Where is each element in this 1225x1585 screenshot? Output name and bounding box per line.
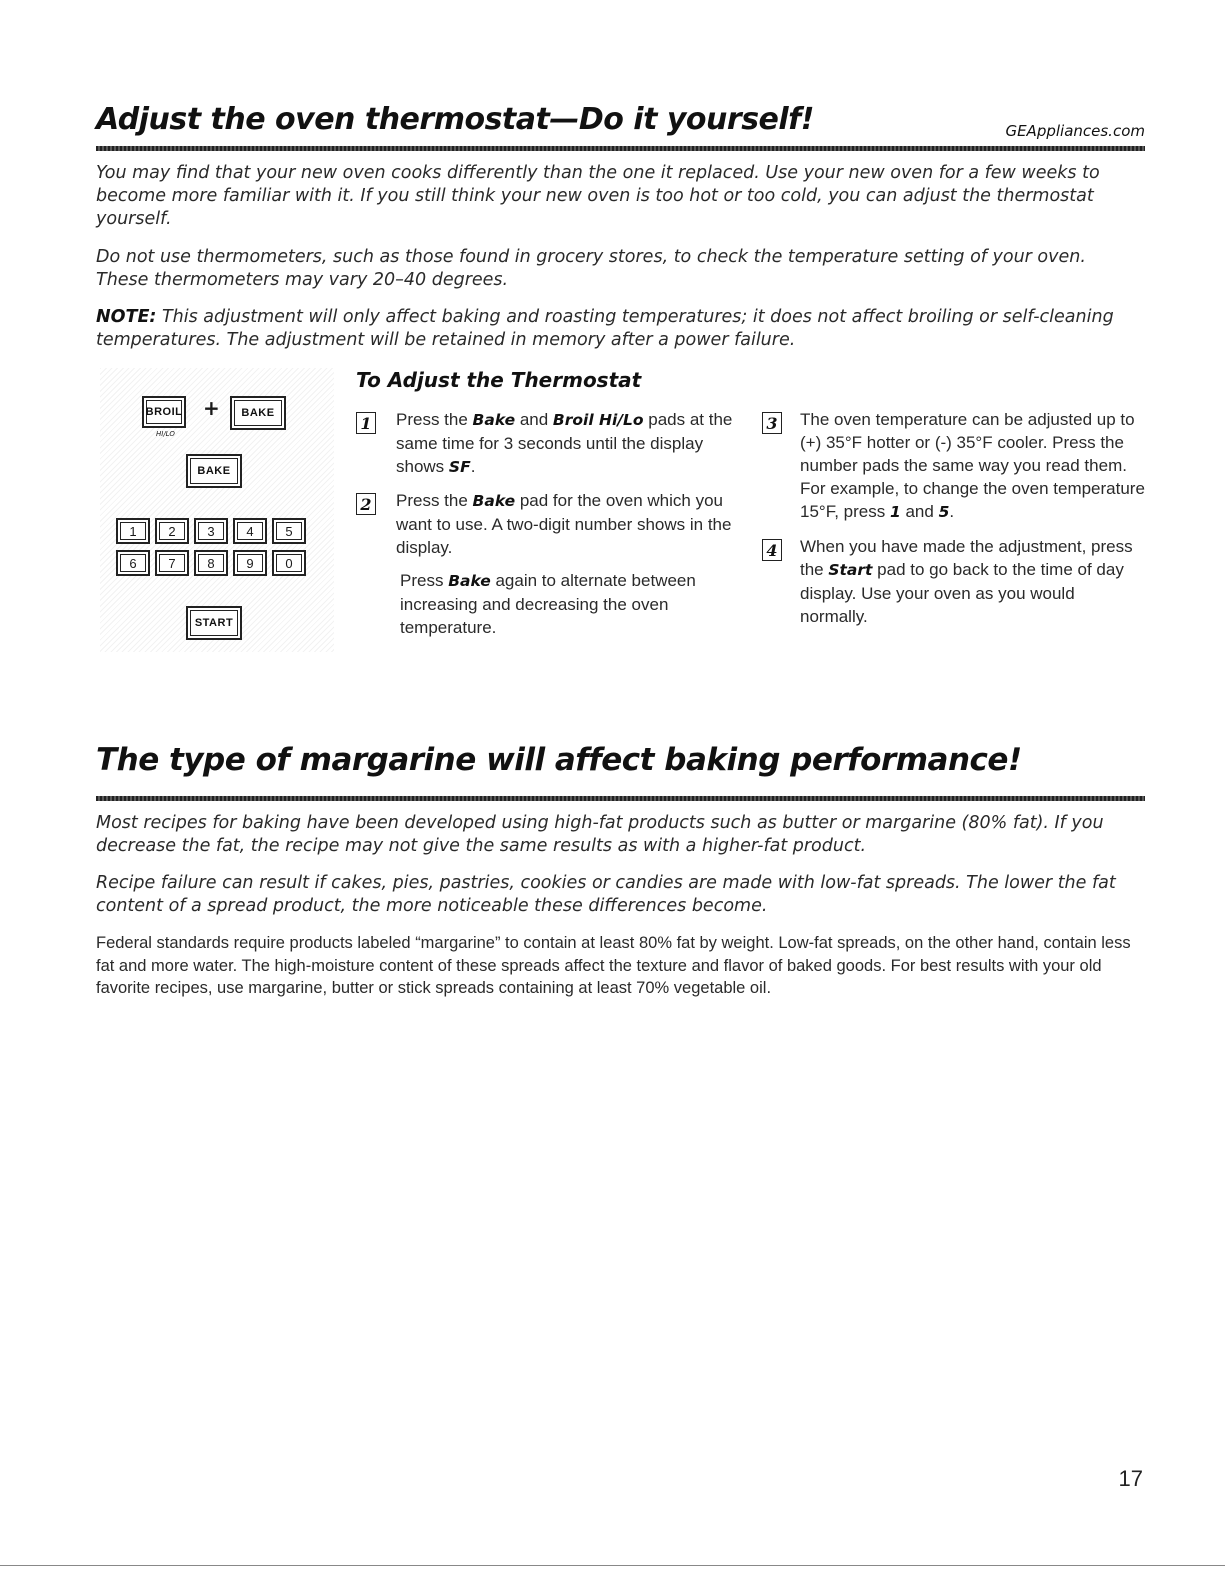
digit-key-7: 7 (155, 550, 189, 576)
control-keypad-illustration (100, 368, 334, 652)
section-title-margarine: The type of margarine will affect baking performance! (96, 742, 1022, 778)
plus-sign: + (203, 396, 220, 420)
margarine-rule (96, 796, 1145, 801)
page-number: 17 (1118, 1466, 1143, 1491)
site-url: GEAppliances.com (1005, 122, 1145, 140)
hilo-label: HI/LO (156, 430, 175, 438)
title-rule (96, 146, 1145, 151)
digit-key-1: 1 (116, 518, 150, 544)
note-text: This adjustment will only affect baking and roasting temperatures; it does not affect broiling or self-cleaning temperatures. The adjustment will be retained in memory after a power failure. (96, 307, 1114, 350)
digit-key-6: 6 (116, 550, 150, 576)
broil-key: BROIL (142, 396, 186, 428)
note-label: NOTE: (96, 307, 157, 327)
step-number-1: 1 (356, 412, 376, 434)
margarine-paragraph-2: Recipe failure can result if cakes, pies, pastries, cookies or candies are made with low-fat spreads. The lower the fat content of a spread product, the more noticeable these differences become. (96, 873, 1116, 916)
digit-key-4: 4 (233, 518, 267, 544)
step-2-extra-text: Press Bake again to alternate between increasing and decreasing the oven temperature. (400, 571, 696, 637)
digit-key-0: 0 (272, 550, 306, 576)
digit-key-9: 9 (233, 550, 267, 576)
section-title-thermostat: Adjust the oven thermostat—Do it yourself! (96, 102, 814, 137)
intro-paragraph-2: Do not use thermometers, such as those found in grocery stores, to check the temperature setting of your oven. These thermometers may vary 20–40 degrees. (96, 247, 1086, 290)
digit-key-3: 3 (194, 518, 228, 544)
bake-key-top: BAKE (230, 396, 286, 430)
step-1-text: Press the Bake and Broil Hi/Lo pads at the same time for 3 seconds until the display shows SF. (396, 410, 733, 476)
digit-key-2: 2 (155, 518, 189, 544)
bake-key-mid: BAKE (186, 454, 242, 488)
step-2-text: Press the Bake pad for the oven which you want to use. A two-digit number shows in the display. (396, 491, 732, 557)
margarine-paragraph-1: Most recipes for baking have been developed using high-fat products such as butter or margarine (80% fat). If you decrease the fat, the recipe may not give the same results as with a higher-fat product. (96, 813, 1104, 856)
thermostat-subheading: To Adjust the Thermostat (356, 368, 642, 392)
note-paragraph (96, 306, 1126, 352)
step-number-4: 4 (762, 539, 782, 561)
step-3-text: The oven temperature can be adjusted up to (+) 35°F hotter or (-) 35°F cooler. Press the number pads the same way you read them. For example, to change the oven temperature 15°F, press 1 and 5. (800, 410, 1145, 521)
page-bottom-rule (0, 1565, 1225, 1566)
digit-key-5: 5 (272, 518, 306, 544)
step-number-3: 3 (762, 412, 782, 434)
digit-key-8: 8 (194, 550, 228, 576)
step-number-2: 2 (356, 493, 376, 515)
intro-paragraph-1: You may find that your new oven cooks differently than the one it replaced. Use your new oven for a few weeks to become more familiar with it. If you still think your new oven is too hot or too cold, you can adjust the thermostat yourself. (96, 163, 1100, 229)
start-key: START (186, 606, 242, 640)
margarine-paragraph-3: Federal standards require products labeled “margarine” to contain at least 80% fat by weight. Low-fat spreads, on the other hand, contain less fat and more water. The high-moisture content of these spreads affect the texture and flavor of baked goods. For best results with your old favorite recipes, use margarine, butter or stick spreads containing at least 70% vegetable oil. (96, 934, 1131, 997)
step-4-text: When you have made the adjustment, press the Start pad to go back to the time of day display. Use your oven as you would normally. (800, 537, 1133, 626)
